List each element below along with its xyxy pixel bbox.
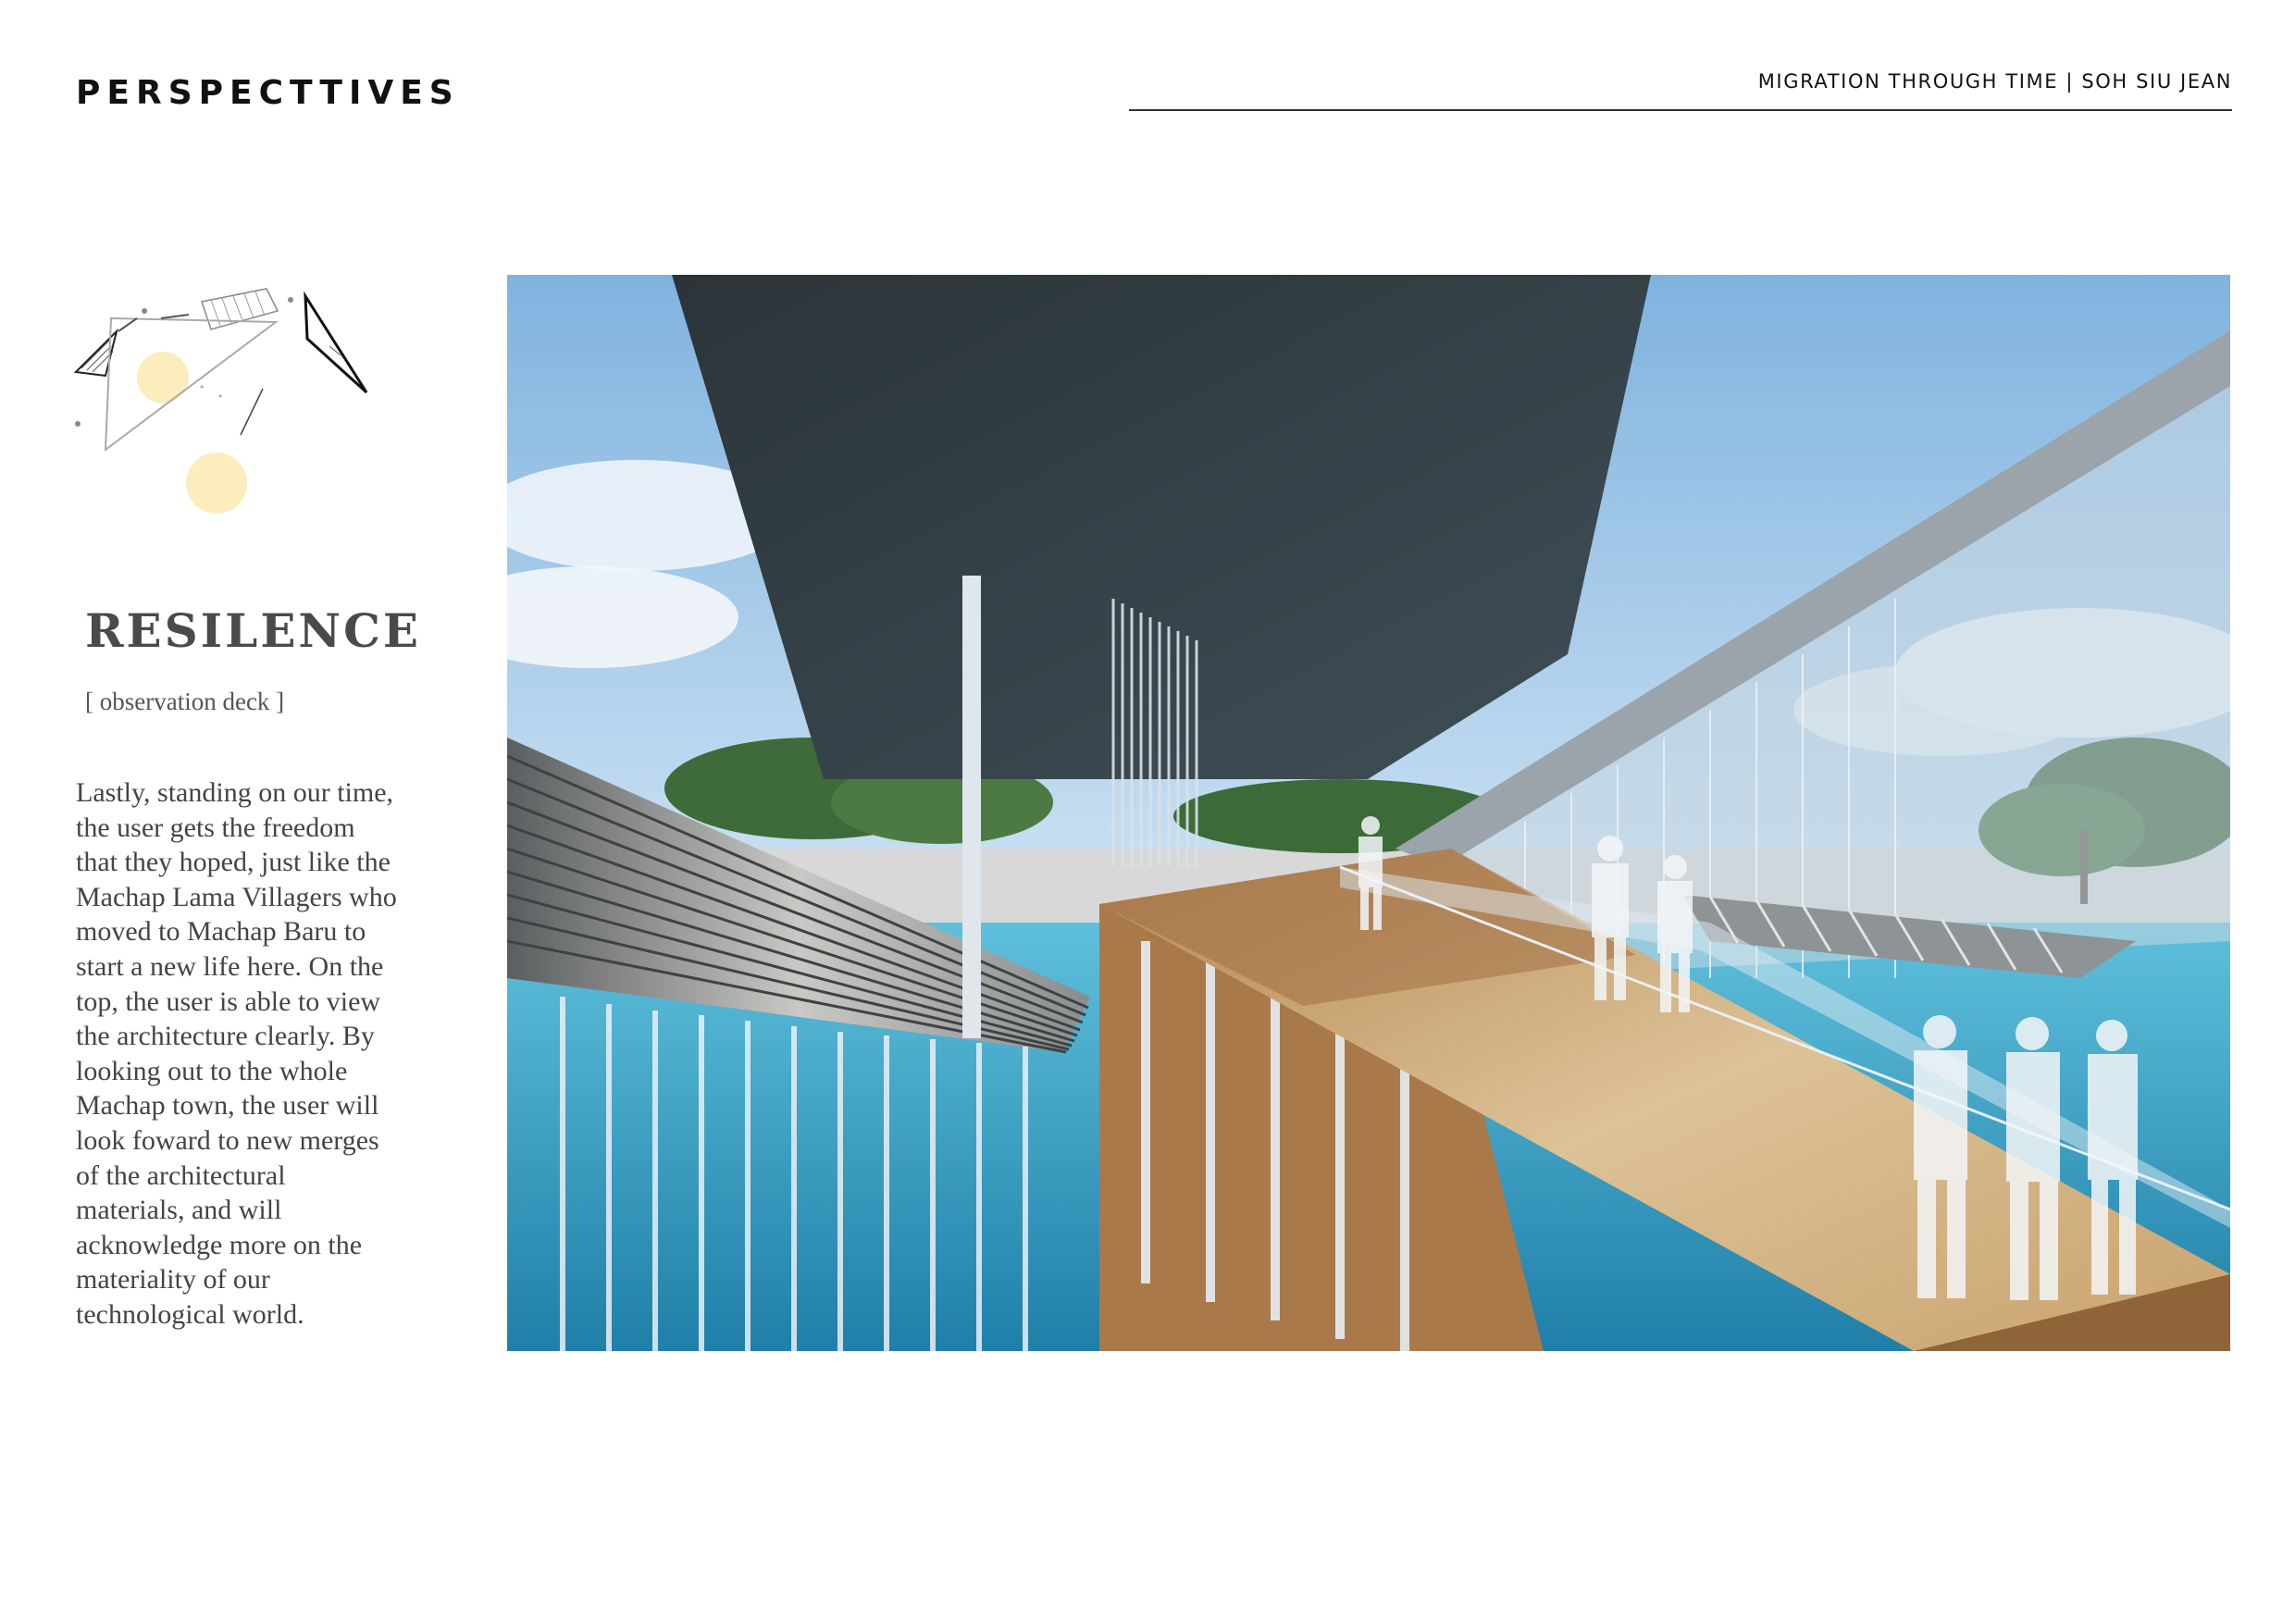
header-divider: [1129, 109, 2232, 111]
abstract-geometric-sketch-icon: [72, 278, 378, 527]
architectural-perspective-render: [507, 275, 2230, 1351]
section-title: RESILENCE: [85, 603, 422, 658]
page-title: PERSPECTTIVES: [76, 74, 460, 112]
description-paragraph: Lastly, standing on our time, the user gets the freedom that they hoped, just like the Machap Lama Villagers who moved to Machap Baru to start a new life here. On the top, the user is able to view the architecture clearly. By looking out to the whole Machap town, the user will look foward to new merges of the architectural materials, and will acknowledge more on the materiality of our technological world.: [76, 777, 397, 1330]
project-caption: MIGRATION THROUGH TIME | SOH SIU JEAN: [1757, 70, 2232, 93]
section-subtitle: [ observation deck ]: [85, 688, 285, 715]
